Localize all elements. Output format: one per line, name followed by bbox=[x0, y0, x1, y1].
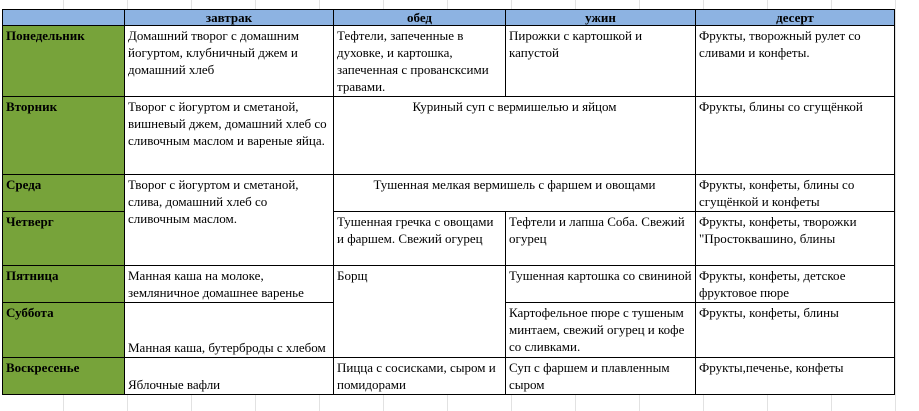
day-cell-tuesday[interactable]: Вторник bbox=[3, 97, 125, 175]
header-row bbox=[3, 10, 895, 26]
cell-saturday-breakfast[interactable]: Манная каша, бутерброды с хлебом bbox=[125, 303, 334, 358]
cell-thursday-dinner[interactable]: Тефтели и лапша Соба. Свежий огурец bbox=[506, 212, 696, 266]
cell-monday-dessert[interactable]: Фрукты, творожный рулет со сливами и конфеты. bbox=[696, 26, 895, 97]
cell-tuesday-breakfast[interactable]: Творог с йогуртом и сметаной, вишневый джем, домашний хлеб со сливочным маслом и вареные яйца. bbox=[125, 97, 334, 175]
day-cell-saturday[interactable]: Суббота bbox=[3, 303, 125, 358]
cell-thursday-dessert[interactable]: Фрукты, конфеты, творожки "Простоквашино, блины bbox=[696, 212, 895, 266]
day-cell-thursday[interactable]: Четверг bbox=[3, 212, 125, 266]
header-breakfast[interactable]: завтрак bbox=[125, 10, 334, 26]
cell-friday-dinner[interactable]: Тушенная картошка со свининой bbox=[506, 266, 696, 303]
day-cell-monday[interactable]: Понедельник bbox=[3, 26, 125, 97]
cell-sunday-dessert[interactable]: Фрукты,печенье, конфеты bbox=[696, 358, 895, 395]
header-dessert[interactable]: десерт bbox=[696, 10, 895, 26]
day-cell-sunday[interactable]: Воскресенье bbox=[3, 358, 125, 395]
table-row-wednesday bbox=[3, 175, 895, 212]
weekly-menu-table bbox=[2, 9, 895, 395]
cell-wednesday-dessert[interactable]: Фрукты, конфеты, блины со сгущёнкой и конфеты bbox=[696, 175, 895, 212]
cell-friday-breakfast[interactable]: Манная каша на молоке, земляничное домашнее варенье bbox=[125, 266, 334, 303]
table-row-monday bbox=[3, 26, 895, 97]
header-lunch[interactable]: обед bbox=[334, 10, 506, 26]
cell-thursday-lunch[interactable]: Тушенная гречка с овощами и фаршем. Свежий огурец bbox=[334, 212, 506, 266]
cell-saturday-dinner[interactable]: Картофельное пюре с тушеным минтаем, свежий огурец и кофе со сливками. bbox=[506, 303, 696, 358]
cell-wednesday-lunch-dinner[interactable]: Тушенная мелкая вермишель с фаршем и овощами bbox=[334, 175, 696, 212]
cell-friday-dessert[interactable]: Фрукты, конфеты, детское фруктовое пюре bbox=[696, 266, 895, 303]
header-dinner[interactable]: ужин bbox=[506, 10, 696, 26]
cell-friday-saturday-lunch[interactable]: Борщ bbox=[334, 266, 506, 358]
header-corner-cell[interactable] bbox=[3, 10, 125, 26]
cell-monday-dinner[interactable]: Пирожки с картошкой и капустой bbox=[506, 26, 696, 97]
cell-saturday-dessert[interactable]: Фрукты, конфеты, блины bbox=[696, 303, 895, 358]
cell-tuesday-lunch-dinner[interactable]: Куриный суп с вермишелью и яйцом bbox=[334, 97, 696, 175]
table-row-friday bbox=[3, 266, 895, 303]
day-cell-friday[interactable]: Пятница bbox=[3, 266, 125, 303]
table-row-sunday bbox=[3, 358, 895, 395]
cell-sunday-lunch[interactable]: Пицца с сосисками, сыром и помидорами bbox=[334, 358, 506, 395]
cell-sunday-dinner[interactable]: Суп с фаршем и плавленным сыром bbox=[506, 358, 696, 395]
table-row-tuesday bbox=[3, 97, 895, 175]
cell-monday-lunch[interactable]: Тефтели, запеченные в духовке, и картошка, запеченная с провансксими травами. bbox=[334, 26, 506, 97]
cell-sunday-breakfast[interactable]: Яблочные вафли bbox=[125, 358, 334, 395]
cell-wednesday-thursday-breakfast[interactable]: Творог с йогуртом и сметаной, слива, домашний хлеб со сливочным маслом. bbox=[125, 175, 334, 266]
cell-monday-breakfast[interactable]: Домашний творог с домашним йогуртом, клубничный джем и домашний хлеб bbox=[125, 26, 334, 97]
cell-tuesday-dessert[interactable]: Фрукты, блины со сгущёнкой bbox=[696, 97, 895, 175]
day-cell-wednesday[interactable]: Среда bbox=[3, 175, 125, 212]
